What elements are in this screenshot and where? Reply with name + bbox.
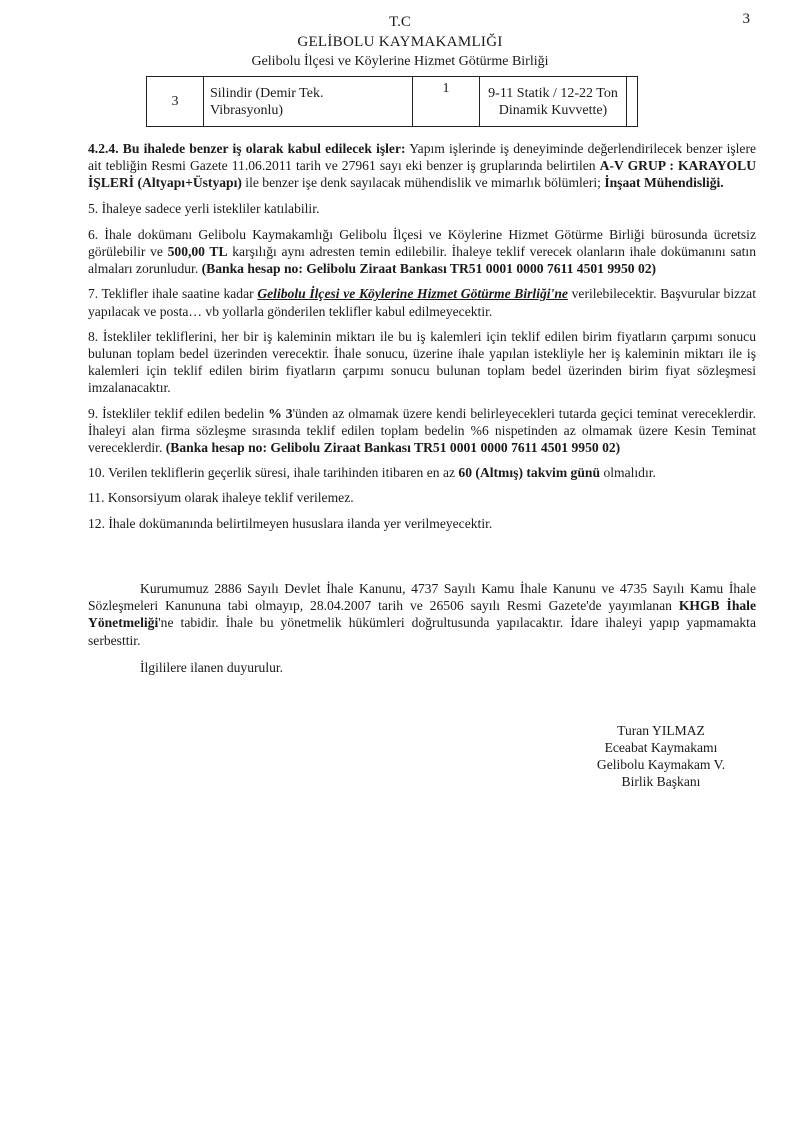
signatory-title-3: Birlik Başkanı (621, 774, 701, 789)
signatory-title-2: Gelibolu Kaymakam V. (596, 757, 726, 772)
paragraph-7-text2: verilebilecektir. Başvurular bizzat yapılacak ve posta… vb yollarla gönderilen teklifler kabul edilmeyecektir. (88, 286, 756, 319)
paragraph-10-days: 60 (Altmış) takvim günü (458, 465, 601, 481)
paragraph-9-text2: 'ünden az olmamak üzere kendi belirleyecekleri tutarda geçici teminat vereceklerdir. İhaleyi alan firma sözleşme sırasında teklif edilen toplam bedelin %6 nispetinden az olmamak üzere Kesin Teminat vereceklerdir. (88, 405, 756, 456)
paragraph-4-2-4-text: Yapım işlerinde iş deneyiminde değerlendirilecek benzer işlere ait tebliğin Resmi Gazete 11.06.2011 tarih ve 27961 sayı eki benzer iş gruplarında belirtilen (88, 141, 757, 174)
signatory-name: Turan YILMAZ (617, 723, 705, 738)
announcement-line: İlgililere ilanen duyurulur. (140, 659, 284, 675)
paragraph-9-bank: (Banka hesap no: Gelibolu Ziraat Bankası TR51 0001 0000 7611 4501 9950 02) (165, 440, 621, 456)
paragraph-5: 5. İhaleye sadece yerli istekliler katılabilir. (88, 200, 320, 216)
table-cell-capacity-line2: Dinamik Kuvvette) (498, 102, 608, 118)
table-cell-name-line2: Vibrasyonlu) (210, 102, 284, 118)
paragraph-11: 11. Konsorsiyum olarak ihaleye teklif verilemez. (88, 490, 354, 506)
document-header (0, 12, 800, 72)
paragraph-4-2-4 (88, 140, 756, 192)
paragraph-4-2-4-text2: ile benzer işe denk sayılacak mühendislik ve mimarlık bölümleri; (241, 175, 605, 191)
document-body (88, 140, 756, 540)
closing-paragraph (88, 580, 756, 649)
paragraph-10-text: 10. Verilen tekliflerin geçerlik süresi, ihale tarihinden itibaren en az (88, 465, 459, 481)
paragraph-6-price: 500,00 TL (167, 244, 228, 260)
paragraph-6 (88, 226, 756, 278)
paragraph-9-rate: % 3 (268, 405, 293, 421)
paragraph-10-text2: olmalıdır. (600, 465, 656, 481)
paragraph-4-2-4-discipline: İnşaat Mühendisliği. (604, 175, 724, 191)
table-row (147, 77, 638, 127)
paragraph-12: 12. İhale dokümanında belirtilmeyen hususlara ilanda yer verilmeyecektir. (88, 515, 493, 531)
table-cell-no: 3 (147, 77, 204, 127)
header-line-kaymakamlik: GELİBOLU KAYMAKAMLIĞI (297, 34, 503, 50)
paragraph-7-union-name: Gelibolu İlçesi ve Köylerine Hizmet Götürme Birliği'ne (257, 286, 568, 302)
paragraph-10 (88, 464, 756, 481)
table-cell-name (204, 77, 413, 127)
header-line-birlik: Gelibolu İlçesi ve Köylerine Hizmet Götürme Birliği (251, 54, 549, 69)
table-cell-name-line1: Silindir (Demir Tek. (210, 85, 324, 101)
paragraph-6-bank: (Banka hesap no: Gelibolu Ziraat Bankası TR51 0001 0000 7611 4501 9950 02) (201, 261, 657, 277)
paragraph-4-2-4-group: A-V GRUP : KARAYOLU İŞLERİ (Altyapı+Üstyapı) (88, 158, 757, 191)
paragraph-7 (88, 285, 756, 319)
page-number: 3 (742, 11, 750, 27)
paragraph-6-text2: karşılığı aynı adresten temin edilebilir. İhaleye teklif verecek olanların ihale dokümanını satın almaları zorunludur. (88, 244, 757, 277)
header-line-tc: T.C (389, 14, 411, 30)
closing-paragraph-text2: 'ne tabidir. İhale bu yönetmelik hükümleri doğrultusunda yapılacaktır. İdare ihaleyi yapıp yapmamakta serbesttir. (88, 615, 756, 648)
signature-block (566, 722, 756, 790)
spacer (88, 218, 756, 226)
paragraph-7-text: 7. Teklifler ihale saatine kadar (88, 286, 258, 302)
paragraph-8: 8. İstekliler tekliflerini, her bir iş kaleminin miktarı ile bu iş kalemleri için teklif edilen birim fiyatların çarpımı sonucu bulunan toplam bedel üzerinden verecektir. İhale sonucu, üzerine ihale yapılan istekliyle her iş kaleminin miktarı ile iş kalemleri için teklif edilen birim fiyatların çarpımı sonucu bulunan toplam bedel üzerinden birim fiyat sözleşmesi imzalanacaktır. (88, 328, 756, 396)
table-cell-capacity (480, 77, 627, 127)
table-cell-empty (627, 77, 638, 127)
closing-paragraph-text: Kurumumuz 2886 Sayılı Devlet İhale Kanunu, 4737 Sayılı Kamu İhale Kanunu ve 4735 Sayılı Kamu İhale Sözleşmeleri Kanununa tabi olmayıp, 28.04.2007 tarih ve 26506 sayılı Resmi Gazete'de yayımlanan (88, 581, 756, 614)
paragraph-9-text: 9. İstekliler teklif edilen bedelin (88, 405, 269, 421)
table-cell-capacity-line1: 9-11 Statik / 12-22 Ton (488, 85, 618, 101)
table-cell-quantity: 1 (413, 77, 480, 127)
equipment-table (146, 76, 638, 127)
paragraph-9 (88, 405, 756, 457)
closing-section (88, 580, 756, 686)
signatory-title-1: Eceabat Kaymakamı (604, 740, 718, 755)
paragraph-4-2-4-heading: 4.2.4. Bu ihalede benzer iş olarak kabul edilecek işler: (88, 141, 406, 156)
closing-regulation-name: KHGB İhale Yönetmeliği (88, 598, 756, 631)
paragraph-6-text: 6. İhale dokümanı Gelibolu Kaymakamlığı Gelibolu İlçesi ve Köylerine Hizmet Götürme Birliği bürosunda ücretsiz görülebilir ve (88, 226, 756, 260)
